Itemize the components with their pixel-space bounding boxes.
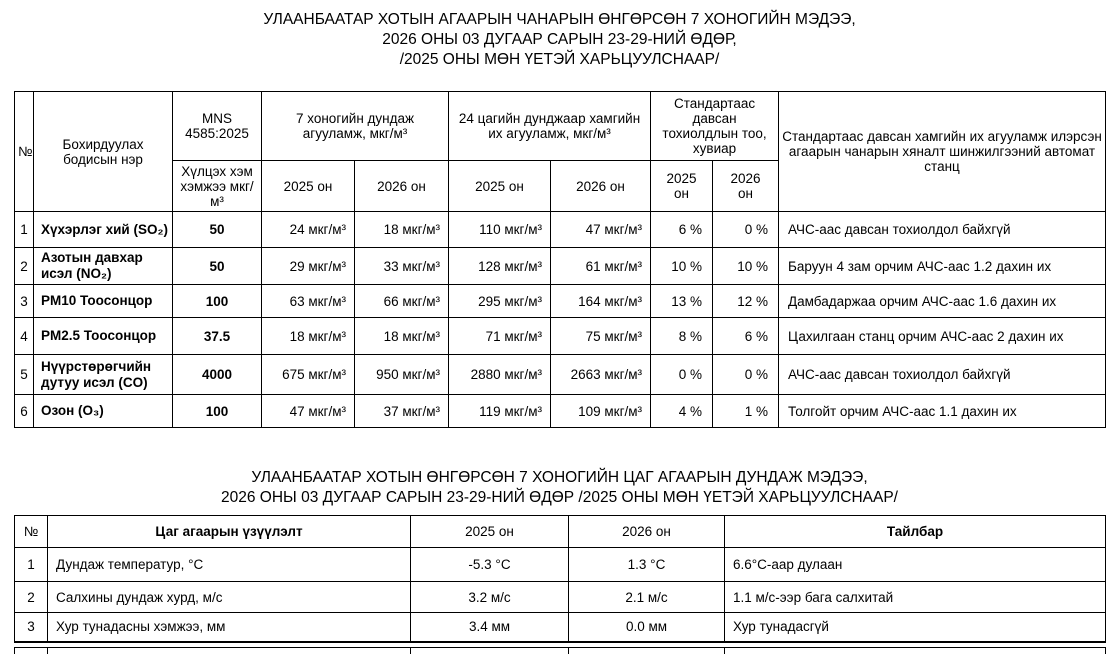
table-row: [15, 248, 1106, 285]
table-row: [15, 613, 1106, 642]
daily-2025-value: 119 мкг/м³: [449, 395, 551, 428]
daily-2025-value: 295 мкг/м³: [449, 285, 551, 318]
weather-note: 1.1 м/с-ээр бага салхитай: [725, 582, 1106, 613]
daily-2025-value: 110 мкг/м³: [449, 212, 551, 248]
exceed-2025-value: 0 %: [651, 355, 713, 395]
header-weekly-2026: 2026 он: [355, 161, 449, 212]
exceed-2025-value: 4 %: [651, 395, 713, 428]
value-2026: 1.3 °С: [569, 548, 725, 582]
table-row: [15, 395, 1106, 428]
header-note: Тайлбар: [725, 516, 1106, 548]
weather-indicator: Хур тунадасны хэмжээ, мм: [48, 613, 411, 642]
table-row: [15, 582, 1106, 613]
table-row: [15, 318, 1106, 355]
mns-limit-value: 50: [173, 248, 262, 285]
station-note: АЧС-аас давсан тохиолдол байхгүй: [779, 212, 1106, 248]
table-row: [15, 548, 1106, 582]
exceed-2025-value: 10 %: [651, 248, 713, 285]
weekly-2026-value: 950 мкг/м³: [355, 355, 449, 395]
exceed-2025-value: 6 %: [651, 212, 713, 248]
pollutant-name: Азотын давхар исэл (NO₂): [34, 248, 173, 285]
weekly-2026-value: 37 мкг/м³: [355, 395, 449, 428]
mns-limit-value: 37.5: [173, 318, 262, 355]
station-note: Дамбадаржаа орчим АЧС-аас 1.6 дахин их: [779, 285, 1106, 318]
cutoff-table-fragment: [0, 647, 1119, 654]
header-exceed-2025: 2025 он: [651, 161, 713, 212]
exceed-2025-value: 13 %: [651, 285, 713, 318]
header-weekly-2025: 2025 он: [262, 161, 355, 212]
air-quality-table: [14, 91, 1106, 428]
daily-2025-value: 2880 мкг/м³: [449, 355, 551, 395]
pollutant-name: PM10 Тоосонцор: [34, 285, 173, 318]
station-note: Баруун 4 зам орчим АЧС-аас 1.2 дахин их: [779, 248, 1106, 285]
weather-table: [14, 515, 1106, 643]
weekly-2025-value: 47 мкг/м³: [262, 395, 355, 428]
header-2025: 2025 он: [411, 516, 569, 548]
exceed-2025-value: 8 %: [651, 318, 713, 355]
air-report-title-line2: 2026 ОНЫ 03 ДУГААР САРЫН 23-29-НИЙ ӨДӨР,: [382, 31, 737, 48]
row-number: 3: [15, 285, 34, 318]
row-number: 3: [15, 613, 48, 642]
mns-limit-value: 4000: [173, 355, 262, 395]
mns-limit-value: 100: [173, 395, 262, 428]
weather-indicator: Салхины дундаж хурд, м/с: [48, 582, 411, 613]
table-row: [15, 285, 1106, 318]
header-mns-standard: MNS 4585:2025: [173, 92, 262, 161]
header-daily-max: 24 цагийн дунджаар хамгийн их агууламж, мкг/м³: [449, 92, 651, 161]
daily-2026-value: 109 мкг/м³: [551, 395, 651, 428]
header-no: №: [15, 516, 48, 548]
air-report-title-line1: УЛААНБААТАР ХОТЫН АГААРЫН ЧАНАРЫН ӨНГӨРСӨН 7 ХОНОГИЙН МЭДЭЭ,: [263, 11, 856, 28]
exceed-2026-value: 10 %: [713, 248, 779, 285]
weekly-2025-value: 18 мкг/м³: [262, 318, 355, 355]
row-number: 2: [15, 248, 34, 285]
header-2026: 2026 он: [569, 516, 725, 548]
exceed-2026-value: 0 %: [713, 355, 779, 395]
air-report-title-line3: /2025 ОНЫ МӨН ҮЕТЭЙ ХАРЬЦУУЛСНААР/: [399, 51, 720, 68]
daily-2026-value: 61 мкг/м³: [551, 248, 651, 285]
daily-2026-value: 2663 мкг/м³: [551, 355, 651, 395]
row-number: 4: [15, 318, 34, 355]
weather-report-title-line2: 2026 ОНЫ 03 ДУГААР САРЫН 23-29-НИЙ ӨДӨР /2025 ОНЫ МӨН ҮЕТЭЙ ХАРЬЦУУЛСНААР/: [221, 489, 898, 506]
weather-note: Хур тунадасгүй: [725, 613, 1106, 642]
air-report-title: [0, 10, 1119, 70]
exceed-2026-value: 6 %: [713, 318, 779, 355]
daily-2026-value: 75 мкг/м³: [551, 318, 651, 355]
mns-limit-value: 100: [173, 285, 262, 318]
weekly-2026-value: 18 мкг/м³: [355, 318, 449, 355]
pollutant-name: PM2.5 Тоосонцор: [34, 318, 173, 355]
header-daily-2026: 2026 он: [551, 161, 651, 212]
weekly-2026-value: 18 мкг/м³: [355, 212, 449, 248]
table-row: [15, 212, 1106, 248]
value-2025: 3.4 мм: [411, 613, 569, 642]
row-number: 1: [15, 212, 34, 248]
daily-2025-value: 128 мкг/м³: [449, 248, 551, 285]
header-exceed-2026: 2026 он: [713, 161, 779, 212]
header-mns-limit: Хүлцэх хэм хэмжээ мкг/м³: [173, 161, 262, 212]
weekly-2025-value: 24 мкг/м³: [262, 212, 355, 248]
station-note: Цахилгаан станц орчим АЧС-аас 2 дахин их: [779, 318, 1106, 355]
weather-report-title-line1: УЛААНБААТАР ХОТЫН ӨНГӨРСӨН 7 ХОНОГИЙН ЦАГ АГААРЫН ДУНДАЖ МЭДЭЭ,: [251, 469, 868, 486]
weekly-2025-value: 29 мкг/м³: [262, 248, 355, 285]
daily-2026-value: 47 мкг/м³: [551, 212, 651, 248]
header-daily-2025: 2025 он: [449, 161, 551, 212]
header-exceed-count: Стандартаас давсан тохиолдлын тоо, хувиар: [651, 92, 779, 161]
header-station: Стандартаас давсан хамгийн их агууламж илэрсэн агаарын чанарын хяналт шинжилгээний автомат станц: [779, 92, 1106, 212]
cutoff-table: [14, 647, 1106, 654]
value-2026: 0.0 мм: [569, 613, 725, 642]
weather-note: 6.6°С-аар дулаан: [725, 548, 1106, 582]
value-2026: 2.1 м/с: [569, 582, 725, 613]
weekly-2026-value: 66 мкг/м³: [355, 285, 449, 318]
weekly-2025-value: 63 мкг/м³: [262, 285, 355, 318]
exceed-2026-value: 0 %: [713, 212, 779, 248]
table-row: [15, 647, 1106, 654]
weekly-2025-value: 675 мкг/м³: [262, 355, 355, 395]
header-weather-indicator: Цаг агаарын үзүүлэлт: [48, 516, 411, 548]
row-number: 5: [15, 355, 34, 395]
exceed-2026-value: 12 %: [713, 285, 779, 318]
pollutant-name: Хүхэрлэг хий (SO₂): [34, 212, 173, 248]
weekly-2026-value: 33 мкг/м³: [355, 248, 449, 285]
value-2025: 3.2 м/с: [411, 582, 569, 613]
value-2025: -5.3 °С: [411, 548, 569, 582]
station-note: Толгойт орчим АЧС-аас 1.1 дахин их: [779, 395, 1106, 428]
pollutant-name: Нүүрстөрөгчийн дутуу исэл (CO): [34, 355, 173, 395]
header-weekly-average: 7 хоногийн дундаж агууламж, мкг/м³: [262, 92, 449, 161]
weather-report-title: [0, 468, 1119, 508]
daily-2026-value: 164 мкг/м³: [551, 285, 651, 318]
station-note: АЧС-аас давсан тохиолдол байхгүй: [779, 355, 1106, 395]
daily-2025-value: 71 мкг/м³: [449, 318, 551, 355]
exceed-2026-value: 1 %: [713, 395, 779, 428]
row-number: 1: [15, 548, 48, 582]
weather-indicator: Дундаж температур, °С: [48, 548, 411, 582]
row-number: 6: [15, 395, 34, 428]
pollutant-name: Озон (O₃): [34, 395, 173, 428]
header-no: №: [15, 92, 34, 212]
mns-limit-value: 50: [173, 212, 262, 248]
header-pollutant-name: Бохирдуулах бодисын нэр: [34, 92, 173, 212]
table-row: [15, 355, 1106, 395]
row-number: 2: [15, 582, 48, 613]
